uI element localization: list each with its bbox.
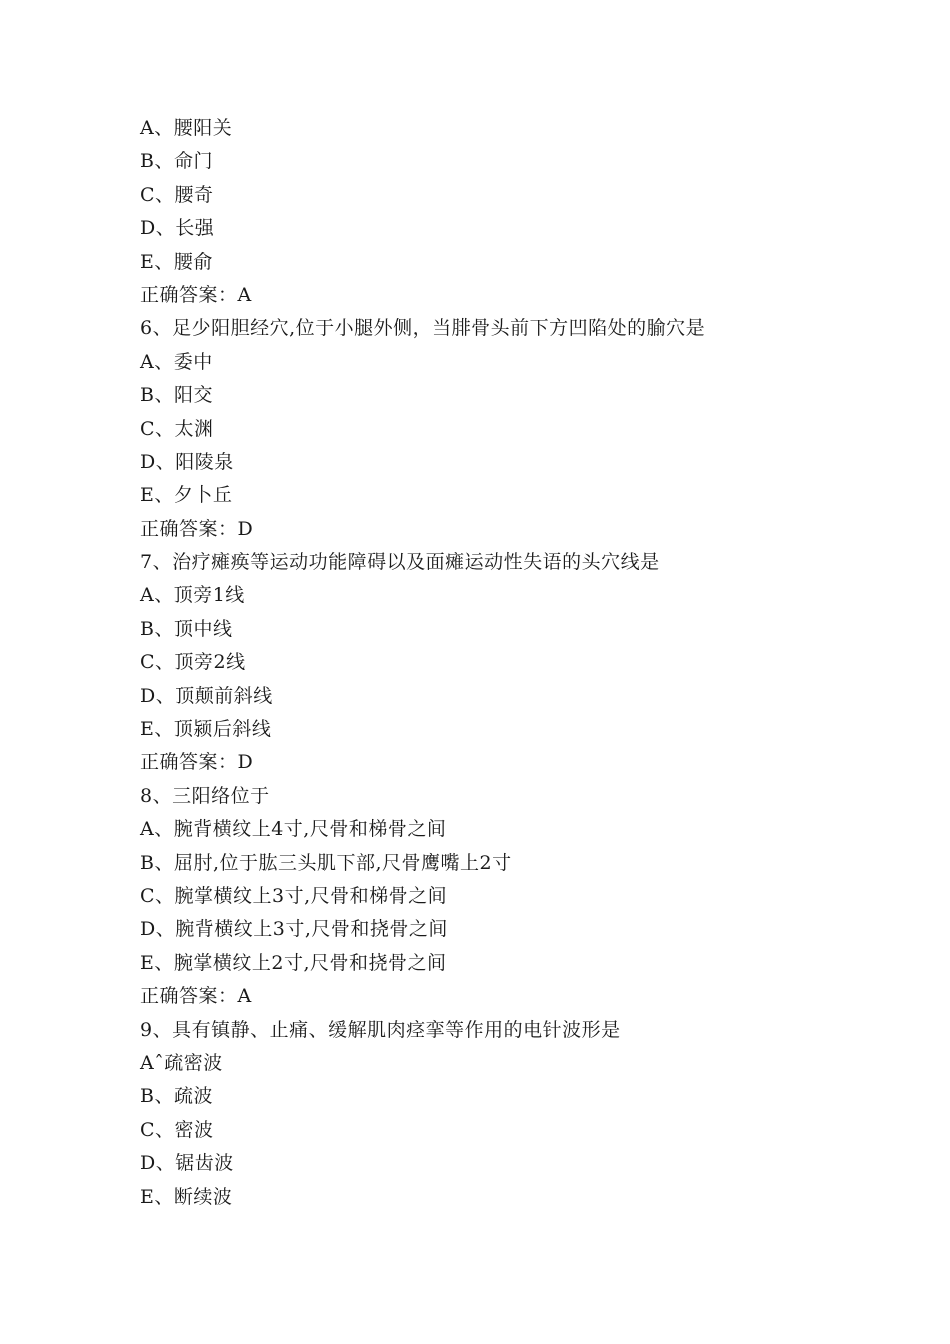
option-d-q6: D、阳陵泉 [140, 450, 234, 473]
question-9: 9、具有镇静、止痛、缓解肌肉痉挛等作用的电针波形是 [140, 1018, 621, 1041]
option-e-q7: E、顶颍后斜线 [140, 718, 272, 741]
option-a-q7: A、顶旁1线 [140, 584, 245, 607]
option-d-q8: D、腕背横纹上3寸,尺骨和挠骨之间 [140, 918, 448, 941]
option-b-q9: B、疏波 [140, 1085, 213, 1108]
option-a-q8: A、腕背横纹上4寸,尺骨和梯骨之间 [140, 818, 447, 841]
option-e-q5: E、腰俞 [140, 250, 213, 273]
option-b-q7: B、顶中线 [140, 617, 233, 640]
option-e-q9: E、断续波 [140, 1185, 233, 1208]
option-a-q6: A、委中 [140, 350, 213, 373]
option-a-q9: Aˆ疏密波 [140, 1051, 223, 1074]
option-c-q5: C、腰奇 [140, 183, 214, 206]
option-e-q6: E、夕卜丘 [140, 484, 233, 507]
option-d-q7: D、顶颠前斜线 [140, 684, 273, 707]
option-c-q8: C、腕掌横纹上3寸,尺骨和梯骨之间 [140, 884, 448, 907]
option-b-q8: B、屈肘,位于肱三头肌下部,尺骨鹰嘴上2寸 [140, 851, 512, 874]
option-c-q9: C、密波 [140, 1118, 214, 1141]
document-page [140, 112, 900, 1214]
answer-q6: 正确答案：D [140, 517, 254, 540]
option-e-q8: E、腕掌横纹上2寸,尺骨和挠骨之间 [140, 951, 447, 974]
question-7: 7、治疗瘫痪等运动功能障碍以及面瘫运动性失语的头穴线是 [140, 551, 660, 574]
question-8: 8、三阳络位于 [140, 784, 270, 807]
option-d-q9: D、锯齿波 [140, 1152, 234, 1175]
option-b-q5: B、命门 [140, 150, 213, 173]
answer-q5: 正确答案：A [140, 283, 252, 306]
answer-q7: 正确答案：D [140, 751, 254, 774]
answer-q8: 正确答案：A [140, 985, 252, 1008]
question-6: 6、足少阳胆经穴,位于小腿外侧，当腓骨头前下方凹陷处的腧穴是 [140, 317, 706, 340]
option-d-q5: D、长强 [140, 217, 215, 240]
option-a-q5: A、腰阳关 [140, 117, 233, 139]
option-c-q7: C、顶旁2线 [140, 651, 246, 674]
option-c-q6: C、太渊 [140, 417, 214, 440]
option-b-q6: B、阳交 [140, 384, 213, 407]
